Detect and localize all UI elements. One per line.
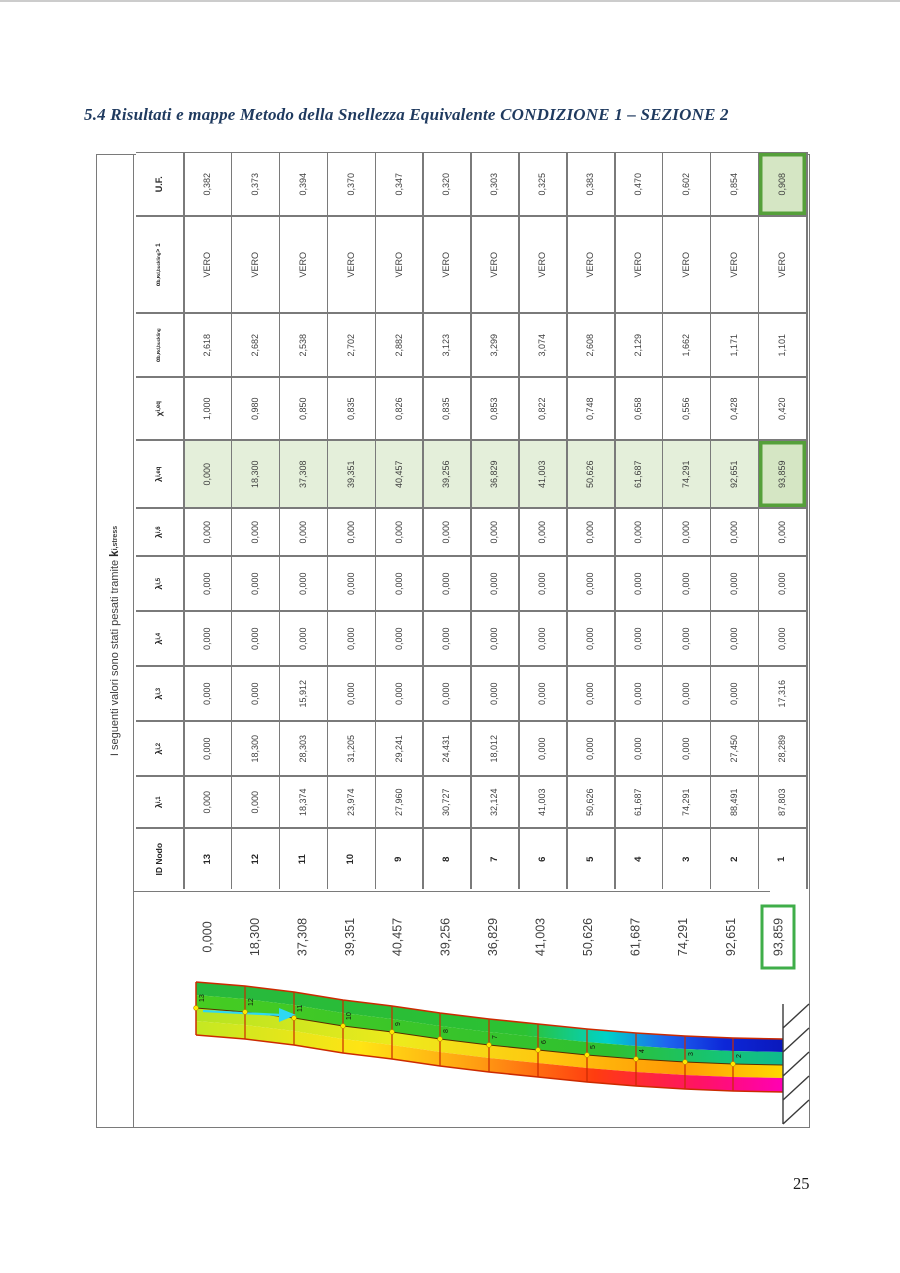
figure-node-label: 6	[541, 1040, 548, 1044]
figure-axis-value: 39,256	[438, 917, 453, 957]
table-cell: 1,000	[185, 378, 231, 440]
table-cell: 0,000	[424, 612, 470, 666]
table-cell: 0,000	[376, 557, 422, 611]
figure-node-label: 13	[199, 994, 206, 1002]
table-cell: 0,000	[663, 667, 709, 721]
figure-axis-value: 37,308	[295, 917, 310, 957]
table-cell: 0,000	[616, 667, 662, 721]
table-cell: 0,000	[424, 667, 470, 721]
table-cell: 0,000	[616, 509, 662, 556]
row-id-cell: 2	[711, 829, 757, 890]
table-cell: 39,256	[424, 441, 470, 508]
table-cell: 0,000	[185, 777, 231, 828]
table-cell: 27,450	[711, 722, 757, 776]
table-cell: 24,431	[424, 722, 470, 776]
table-cell: 36,829	[472, 441, 518, 508]
table-cell: 0,382	[185, 153, 231, 216]
table-cell: 0,850	[280, 378, 326, 440]
table-cell: 0,000	[663, 612, 709, 666]
column-header: χ i,eq	[136, 378, 184, 440]
table-cell: 0,000	[520, 557, 566, 611]
table-cell: 0,000	[711, 667, 757, 721]
table-cell: 17,316	[759, 667, 805, 721]
table-cell: 0,000	[520, 509, 566, 556]
table-cell: 50,626	[568, 441, 614, 508]
figure-node-label: 2	[736, 1054, 743, 1058]
caption-symbol-subscript: i,stress	[111, 525, 119, 551]
column-header: λ i,eq	[136, 441, 184, 508]
table-cell: 2,882	[376, 314, 422, 377]
figure-node-label: 3	[688, 1052, 695, 1056]
table-cell: 0,000	[280, 612, 326, 666]
table-cell: VERO	[280, 217, 326, 313]
table-cell: 0,000	[185, 509, 231, 556]
table-cell: VERO	[328, 217, 374, 313]
table-cell: 0,420	[759, 378, 805, 440]
column-header: λ i,3	[136, 667, 184, 721]
table-cell: 28,289	[759, 722, 805, 776]
table-cell: 0,000	[232, 509, 278, 556]
table-cell: VERO	[711, 217, 757, 313]
table-cell: 0,000	[328, 667, 374, 721]
figure-axis-value: 0,000	[200, 921, 215, 953]
column-header: λ i,5	[136, 557, 184, 611]
row-id-cell: 12	[232, 829, 278, 890]
table-cell: 0,000	[424, 509, 470, 556]
table-cell: 0,000	[185, 667, 231, 721]
table-cell: 50,626	[568, 777, 614, 828]
table-cell: VERO	[520, 217, 566, 313]
column-header: ID Nodo	[136, 829, 184, 890]
figure-node-label: 5	[590, 1045, 597, 1049]
table-cell: 0,000	[328, 509, 374, 556]
table-caption	[97, 155, 134, 1127]
figure-node-label: 10	[346, 1012, 353, 1020]
section-title: 5.4 Risultati e mappe Metodo della Snellezza Equivalente CONDIZIONE 1 – SEZIONE 2	[84, 105, 729, 124]
table-cell: 0,000	[328, 557, 374, 611]
table-cell: 74,291	[663, 441, 709, 508]
figure-node-label: 8	[443, 1029, 450, 1033]
table-cell: 0,000	[568, 509, 614, 556]
table-cell: 0,000	[472, 509, 518, 556]
column-header: λ i,4	[136, 612, 184, 666]
table-cell: VERO	[185, 217, 231, 313]
figure-node-label: 11	[297, 1004, 304, 1012]
table-cell: 93,859	[759, 441, 805, 508]
table-cell: 0,000	[711, 612, 757, 666]
row-id-cell: 10	[328, 829, 374, 890]
column-header: λ i,1	[136, 777, 184, 828]
table-cell: 2,702	[328, 314, 374, 377]
table-cell: 0,000	[568, 612, 614, 666]
table-cell: 39,351	[328, 441, 374, 508]
figure-axis-value: 36,829	[485, 917, 500, 957]
table-cell: 0,000	[424, 557, 470, 611]
table-cell: VERO	[376, 217, 422, 313]
table-cell: 3,123	[424, 314, 470, 377]
column-header: α b,Rd,buckling	[136, 314, 184, 377]
table-cell: 0,383	[568, 153, 614, 216]
table-cell: 0,000	[568, 722, 614, 776]
table-cell: 0,000	[376, 667, 422, 721]
table-cell: 0,000	[280, 509, 326, 556]
table-cell: 1,662	[663, 314, 709, 377]
fixed-support	[783, 1004, 809, 1124]
table-cell: 0,000	[520, 667, 566, 721]
table-cell: 27,960	[376, 777, 422, 828]
figure-node-label: 9	[395, 1022, 402, 1026]
figure-axis-value: 41,003	[533, 917, 548, 957]
row-id-cell: 13	[185, 829, 231, 890]
table-cell: 0,000	[663, 722, 709, 776]
table-cell: 0,320	[424, 153, 470, 216]
table-cell: 30,727	[424, 777, 470, 828]
table-cell: 15,912	[280, 667, 326, 721]
table-cell: 61,687	[616, 441, 662, 508]
table-cell: 0,826	[376, 378, 422, 440]
table-cell: 0,000	[232, 612, 278, 666]
figure-axis-value: 50,626	[581, 917, 596, 957]
column-header: λ i,6	[136, 509, 184, 556]
table-cell: 0,394	[280, 153, 326, 216]
table-cell: VERO	[232, 217, 278, 313]
table-cell: 0,000	[472, 612, 518, 666]
table-cell: 41,003	[520, 777, 566, 828]
row-id-cell: 9	[376, 829, 422, 890]
table-cell: 0,000	[185, 722, 231, 776]
table-cell: 0,347	[376, 153, 422, 216]
table-cell: 92,651	[711, 441, 757, 508]
table-cell: 0,000	[663, 557, 709, 611]
row-id-cell: 6	[520, 829, 566, 890]
table-cell: 0,000	[185, 557, 231, 611]
table-cell: 31,205	[328, 722, 374, 776]
table-cell: 29,241	[376, 722, 422, 776]
figure-axis-value: 92,651	[723, 917, 738, 957]
column-header: U.F.	[136, 153, 184, 216]
figure-axis-value: 40,457	[390, 917, 405, 957]
row-id-cell: 3	[663, 829, 709, 890]
table-cell: 0,000	[232, 667, 278, 721]
table-cell: 40,457	[376, 441, 422, 508]
table-cell: 23,974	[328, 777, 374, 828]
row-id-cell: 11	[280, 829, 326, 890]
figure-svg	[133, 892, 810, 1128]
table-cell: 2,538	[280, 314, 326, 377]
table-cell: 0,000	[232, 557, 278, 611]
table-cell: 0,980	[232, 378, 278, 440]
table-cell: 74,291	[663, 777, 709, 828]
table-cell: 0,000	[663, 509, 709, 556]
table-cell: 0,835	[424, 378, 470, 440]
table-cell: 2,608	[568, 314, 614, 377]
table-cell: 32,124	[472, 777, 518, 828]
table-cell: VERO	[568, 217, 614, 313]
figure-axis-value: 93,859	[771, 917, 786, 957]
table-cell: 1,171	[711, 314, 757, 377]
caption-text: I seguenti valori sono stati pesati tramite	[109, 559, 121, 757]
table-cell: 0,000	[472, 667, 518, 721]
table-cell: 0,428	[711, 378, 757, 440]
table-cell: 0,748	[568, 378, 614, 440]
row-id-cell: 1	[759, 829, 805, 890]
table-cell: 0,000	[759, 509, 805, 556]
table-cell: 0,000	[472, 557, 518, 611]
table-grid	[136, 153, 808, 890]
figure-node-label: 4	[639, 1049, 646, 1053]
figure-node-label: 7	[492, 1035, 499, 1039]
table-cell: 0,854	[711, 153, 757, 216]
column-header: λ i,2	[136, 722, 184, 776]
table-cell: 0,000	[520, 722, 566, 776]
row-id-cell: 7	[472, 829, 518, 890]
table-cell: 28,303	[280, 722, 326, 776]
figure-axis-value: 18,300	[247, 917, 262, 957]
table-cell: 1,101	[759, 314, 805, 377]
table-cell: 0,602	[663, 153, 709, 216]
table-cell: 0,000	[759, 557, 805, 611]
table-cell: 18,012	[472, 722, 518, 776]
row-id-cell: 5	[568, 829, 614, 890]
table-cell: 3,074	[520, 314, 566, 377]
table-cell: 88,491	[711, 777, 757, 828]
table-cell: 0,822	[520, 378, 566, 440]
table-cell: 0,470	[616, 153, 662, 216]
table-cell: 0,325	[520, 153, 566, 216]
table-cell: VERO	[424, 217, 470, 313]
table-cell: 2,129	[616, 314, 662, 377]
table-cell: 0,000	[616, 557, 662, 611]
table-cell: 0,000	[328, 612, 374, 666]
table-cell: 18,300	[232, 441, 278, 508]
table-cell: 0,000	[759, 612, 805, 666]
table-cell: 0,556	[663, 378, 709, 440]
table-cell: 2,682	[232, 314, 278, 377]
table-cell: 3,299	[472, 314, 518, 377]
table-cell: 0,000	[232, 777, 278, 828]
table-cell: 37,308	[280, 441, 326, 508]
page-number: 25	[793, 1174, 810, 1193]
table-cell: 0,835	[328, 378, 374, 440]
table-cell: 0,000	[185, 612, 231, 666]
table-cell: 0,853	[472, 378, 518, 440]
table-cell: 0,000	[280, 557, 326, 611]
table-cell: 0,000	[568, 557, 614, 611]
table-cell: 41,003	[520, 441, 566, 508]
table-cell: 0,000	[376, 612, 422, 666]
table-cell: 61,687	[616, 777, 662, 828]
figure-axis-value: 61,687	[628, 917, 643, 957]
table-cell: VERO	[616, 217, 662, 313]
figure-axis-values	[200, 918, 785, 956]
table-cell: 0,000	[616, 722, 662, 776]
table-cell: 87,803	[759, 777, 805, 828]
column-header: α b,Rd,buckling > 1	[136, 217, 184, 313]
table-cell: 0,303	[472, 153, 518, 216]
figure-axis-value: 74,291	[676, 917, 691, 957]
table-cell: 0,658	[616, 378, 662, 440]
figure-axis-value: 39,351	[343, 917, 358, 957]
table-cell: VERO	[472, 217, 518, 313]
row-id-cell: 4	[616, 829, 662, 890]
table-cell: 0,000	[568, 667, 614, 721]
table-cell: 0,000	[711, 509, 757, 556]
table-cell: 0,000	[376, 509, 422, 556]
table-cell: 2,618	[185, 314, 231, 377]
table-cell: 0,000	[185, 441, 231, 508]
table-cell: 0,908	[759, 153, 805, 216]
table-cell: 18,374	[280, 777, 326, 828]
table-cell: 0,370	[328, 153, 374, 216]
table-cell: VERO	[759, 217, 805, 313]
caption-symbol: k	[109, 550, 121, 557]
table-cell: 18,300	[232, 722, 278, 776]
figure-node-label: 12	[248, 998, 255, 1006]
table-cell: VERO	[663, 217, 709, 313]
row-id-cell: 8	[424, 829, 470, 890]
table-cell: 0,373	[232, 153, 278, 216]
table-cell: 0,000	[616, 612, 662, 666]
table-cell: 0,000	[711, 557, 757, 611]
table-cell: 0,000	[520, 612, 566, 666]
